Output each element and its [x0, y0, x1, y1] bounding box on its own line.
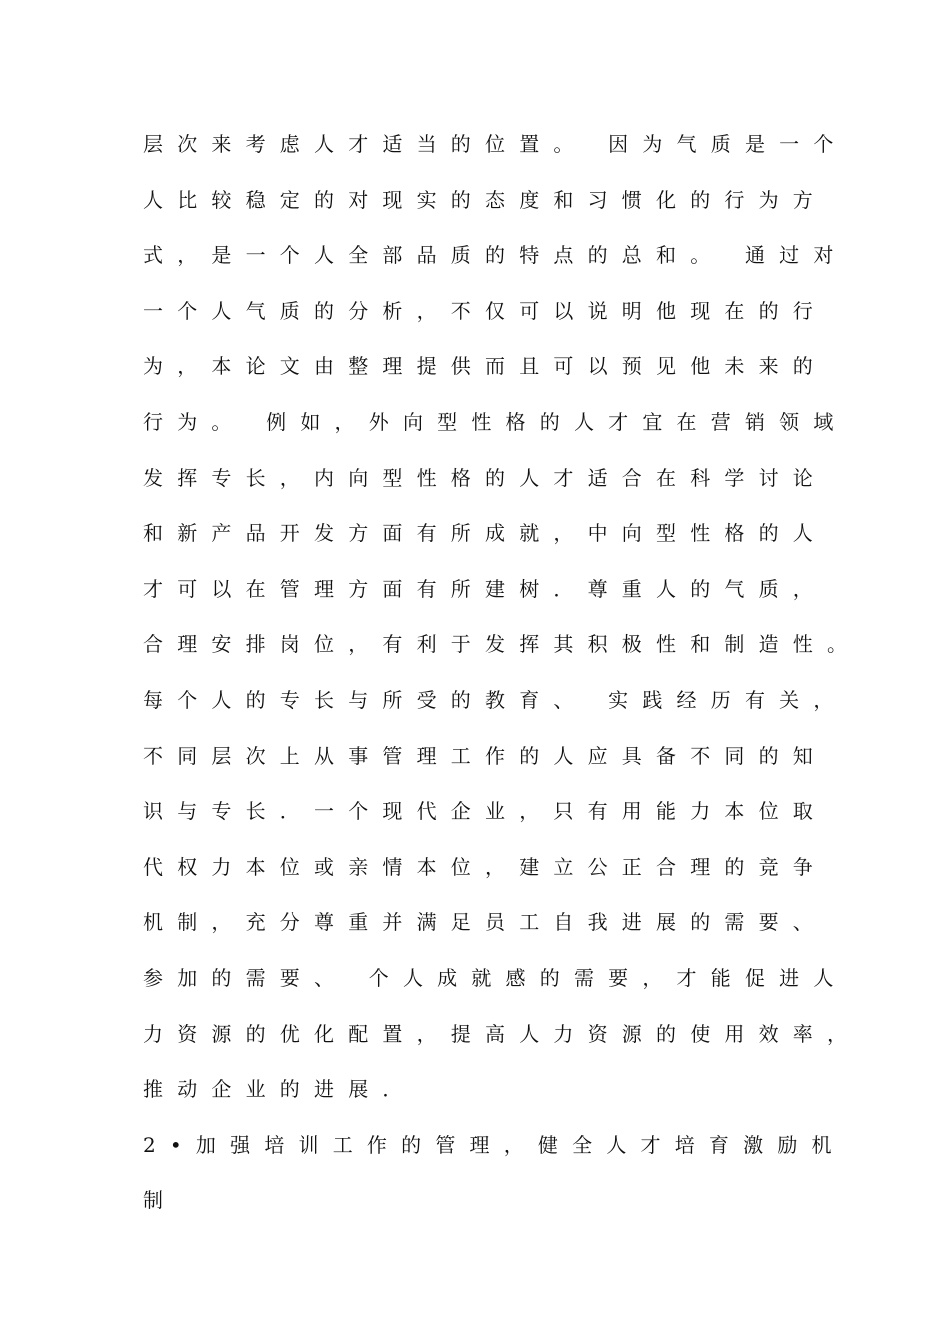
text-line: 参加的需要、 个人成就感的需要，才能促进人 — [143, 965, 848, 990]
text-line: 不同层次上从事管理工作的人应具备不同的知 — [143, 743, 827, 768]
text-line: 层次来考虑人才适当的位置。 因为气质是一个 — [143, 132, 848, 156]
text-line: 才可以在管理方面有所建树．尊重人的气质， — [143, 576, 827, 601]
text-line: 一个人气质的分析，不仅可以说明他现在的行 — [143, 298, 827, 323]
text-line: 人比较稳定的对现实的态度和习惯化的行为方 — [143, 187, 827, 212]
text-line: 力资源的优化配置，提高人力资源的使用效率， — [143, 1021, 862, 1046]
text-line: 行为。 例如，外向型性格的人才宜在营销领域 — [143, 409, 848, 434]
text-line: 和新产品开发方面有所成就，中向型性格的人 — [143, 521, 827, 546]
text-line: 推动企业的进展． — [143, 1077, 417, 1102]
section-heading-line: 制 — [143, 1188, 178, 1213]
body-text — [143, 127, 862, 1239]
text-line: 机制，充分尊重并满足员工自我进展的需要、 — [143, 910, 827, 935]
text-line: 发挥专长，内向型性格的人才适合在科学讨论 — [143, 465, 827, 490]
section-heading-line: 2•加强培训工作的管理，健全人才培育激励机 — [143, 1132, 846, 1157]
text-line: 合理安排岗位，有利于发挥其积极性和制造性。 — [143, 632, 862, 657]
text-line: 每个人的专长与所受的教育、 实践经历有关， — [143, 687, 848, 712]
text-line: 为，本论文由整理提供而且可以预见他未来的 — [143, 354, 827, 379]
text-line: 识与专长．一个现代企业，只有用能力本位取 — [143, 799, 827, 824]
text-line: 式，是一个人全部品质的特点的总和。 通过对 — [143, 243, 848, 268]
text-line: 代权力本位或亲情本位，建立公正合理的竞争 — [143, 854, 827, 879]
